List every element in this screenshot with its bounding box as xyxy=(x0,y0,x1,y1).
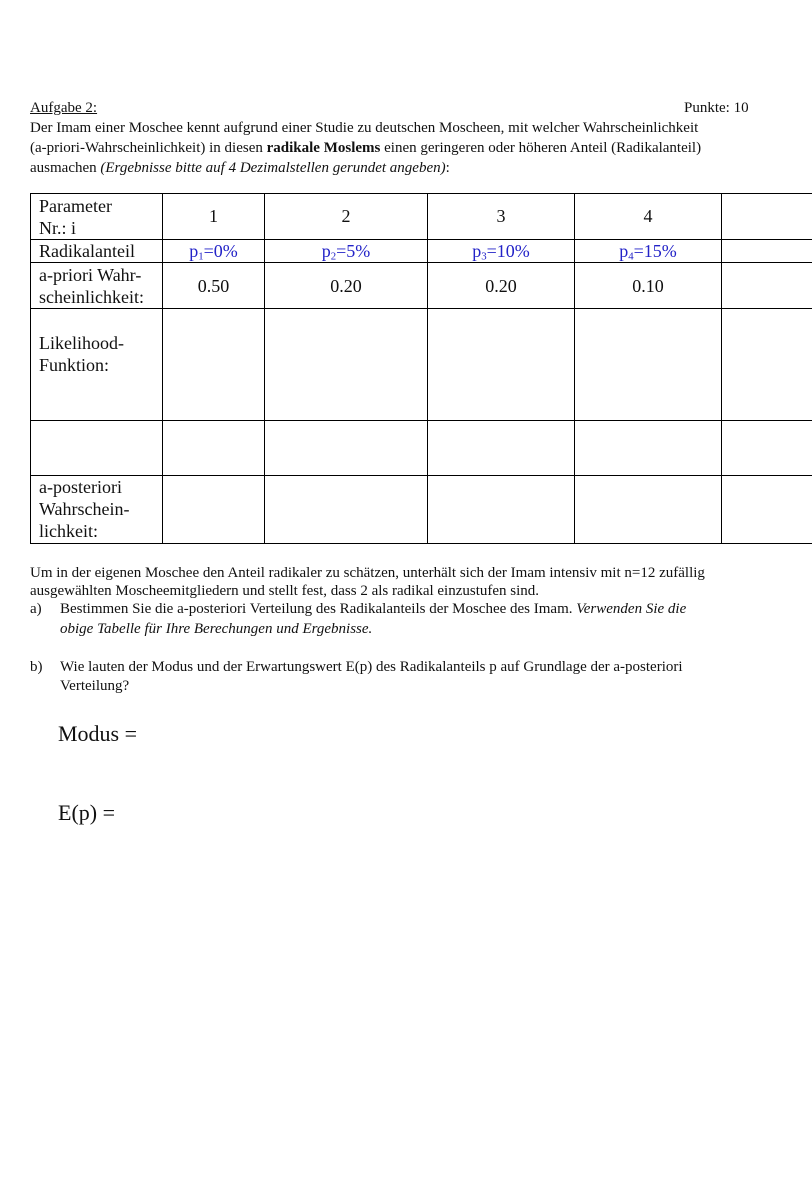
intro-line-2-b: einen geringeren oder höheren Anteil (Radikalanteil) xyxy=(380,140,702,156)
row-label-parameter-line-2: Nr.: i xyxy=(39,218,77,238)
param-number-3: 3 xyxy=(496,206,506,226)
modus-answer-label: Modus = xyxy=(58,721,138,746)
radikal-p-2: p xyxy=(321,241,331,261)
table-line xyxy=(721,193,722,544)
radikal-index-3: 3 xyxy=(481,250,487,263)
body-line-1: Um in der eigenen Moschee den Anteil radikaler zu schätzen, unterhält sich der Imam intensiv mit n=12 zufällig xyxy=(30,565,705,581)
radikal-val-3: =10% xyxy=(486,241,530,261)
row-label-a-priori-line-2: scheinlichkeit: xyxy=(39,287,144,307)
row-label-likelihood xyxy=(39,332,124,376)
param-number-4: 4 xyxy=(643,206,653,226)
row-label-a-posteriori-line-1: a-posteriori xyxy=(39,477,122,497)
radikal-p-1: p xyxy=(189,241,199,261)
prior-value-4: 0.10 xyxy=(632,276,664,296)
intro-line-3-italic: (Ergebnisse bitte auf 4 Dezimalstellen gerundet angeben) xyxy=(100,160,446,176)
prior-value-1: 0.50 xyxy=(197,276,230,296)
radikal-index-1: 1 xyxy=(198,250,204,263)
row-label-likelihood-line-2: Funktion: xyxy=(39,355,110,375)
intro-bold-term: radikale Moslems xyxy=(266,140,381,156)
question-b-line-1: Wie lauten der Modus und der Erwartungswert E(p) des Radikalanteils p auf Grundlage der a-posteriori xyxy=(60,659,683,675)
question-a-italic-1: Verwenden Sie die xyxy=(576,601,687,617)
radikal-index-2: 2 xyxy=(330,250,337,263)
body-line-2: ausgewählten Moscheemitgliedern und stellt fest, dass 2 als radikal einzustufen sind. xyxy=(30,583,540,599)
radikal-value-3 xyxy=(428,240,574,268)
intro-line-3-a: ausmachen xyxy=(30,160,101,176)
radikal-p-4: p xyxy=(619,241,629,261)
row-label-a-posteriori-line-3: lichkeit: xyxy=(39,521,98,541)
radikal-val-4: =15% xyxy=(633,241,677,261)
expected-value-answer-label: E(p) = xyxy=(58,800,115,825)
radikal-val-2: =5% xyxy=(336,241,371,261)
table-line xyxy=(30,420,812,421)
table-line xyxy=(30,193,31,544)
row-label-a-posteriori xyxy=(39,476,130,542)
intro-line-2-a: (a-priori-Wahrscheinlichkeit) in diesen xyxy=(30,140,267,156)
row-label-likelihood-line-1: Likelihood- xyxy=(39,333,124,353)
intro-line-1: Der Imam einer Moschee kennt aufgrund einer Studie zu deutschen Moscheen, mit welcher Wahrscheinlichkeit xyxy=(30,120,699,136)
table-line xyxy=(30,543,812,544)
prior-value-2: 0.20 xyxy=(330,276,362,296)
question-a-text: Bestimmen Sie die a-posteriori Verteilung des Radikalanteils der Moschee des Imam. xyxy=(60,601,577,617)
radikal-p-3: p xyxy=(472,241,482,261)
question-a-marker: a) xyxy=(30,601,42,617)
question-a-italic-2: obige Tabelle für Ihre Berechungen und Ergebnisse. xyxy=(60,621,373,637)
row-label-parameter-line-1: Parameter xyxy=(39,196,112,216)
question-a-line-1 xyxy=(60,599,686,619)
row-label-parameter xyxy=(39,195,112,239)
param-number-1: 1 xyxy=(209,206,218,226)
radikal-index-4: 4 xyxy=(628,250,634,263)
prior-value-3: 0.20 xyxy=(485,276,517,296)
param-number-2: 2 xyxy=(341,206,351,226)
points-label: Punkte: 10 xyxy=(684,100,749,116)
radikal-value-1 xyxy=(163,240,264,268)
table-line xyxy=(30,193,812,194)
radikal-val-1: =0% xyxy=(203,241,238,261)
question-a-line-2 xyxy=(60,619,372,639)
intro-line-3-b: : xyxy=(445,160,450,176)
question-b-marker: b) xyxy=(30,659,43,675)
intro-line-3 xyxy=(30,158,450,178)
row-label-a-posteriori-line-2: Wahrschein- xyxy=(39,499,130,519)
table-line xyxy=(30,475,812,476)
row-label-radikalanteil: Radikalanteil xyxy=(39,241,135,261)
radikal-value-2 xyxy=(265,240,427,268)
row-label-a-priori-line-1: a-priori Wahr- xyxy=(39,265,142,285)
row-label-a-priori xyxy=(39,264,144,308)
question-b-line-2: Verteilung? xyxy=(60,678,130,694)
radikal-value-4 xyxy=(575,240,721,268)
table-line xyxy=(30,308,812,309)
task-title: Aufgabe 2: xyxy=(30,100,98,116)
intro-line-2 xyxy=(30,138,701,158)
